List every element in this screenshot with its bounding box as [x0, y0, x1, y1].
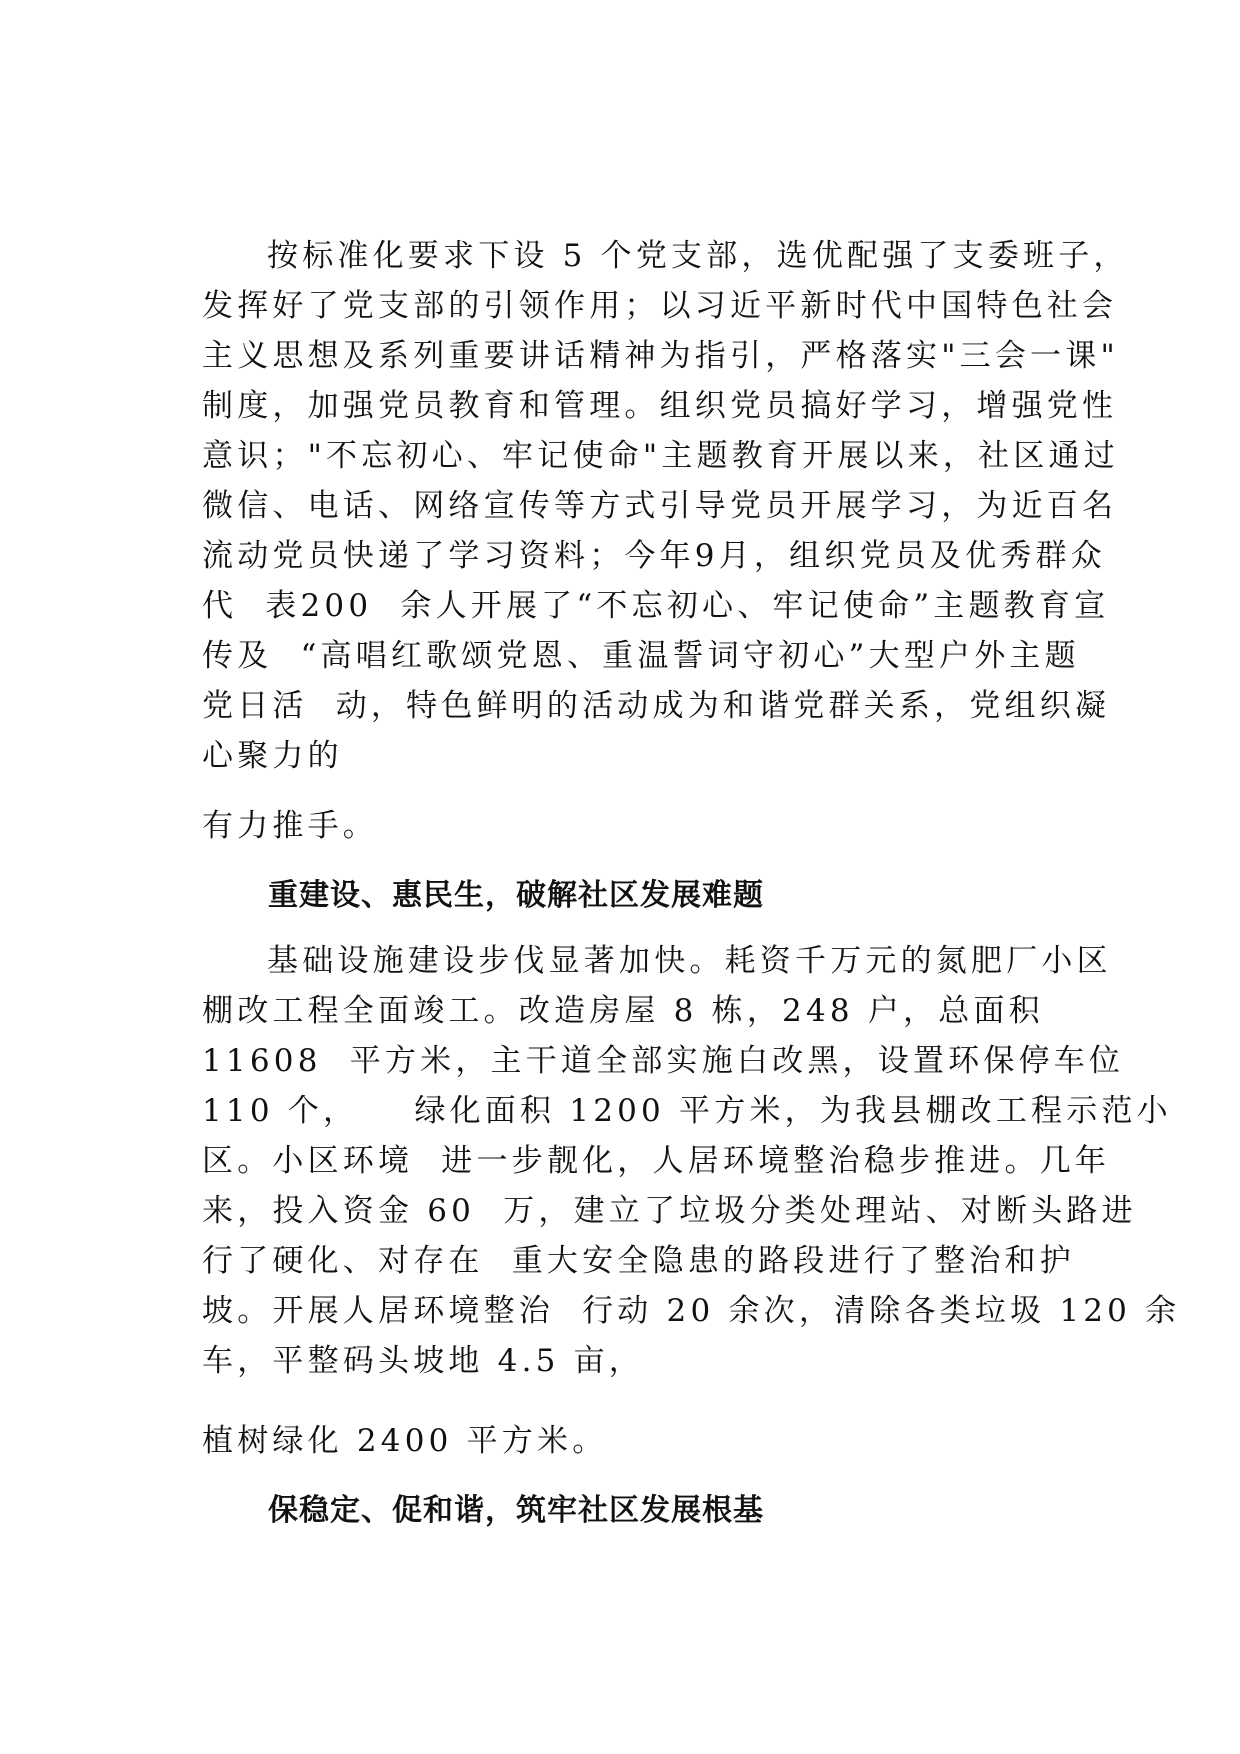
paragraph-1-line: 微信、电话、网络宣传等方式引导党员开展学习，为近百名: [202, 488, 1118, 524]
paragraph-1-line: 主义思想及系列重要讲话精神为指引，严格落实"三会一课": [202, 338, 1119, 374]
paragraph-1-line: 按标准化要求下设 5 个党支部，选优配强了支委班子，: [267, 238, 1129, 274]
paragraph-1-line: 心聚力的: [202, 738, 343, 774]
paragraph-2-line: 基础设施建设步伐显著加快。耗资千万元的氮肥厂小区: [267, 943, 1112, 979]
paragraph-1-line: 制度，加强党员教育和管理。组织党员搞好学习，增强党性: [202, 388, 1118, 424]
paragraph-2-line: 坡。开展人居环境整治 行动 20 余次，清除各类垃圾 120 余: [202, 1293, 1181, 1329]
section-heading: 保稳定、促和谐，筑牢社区发展根基: [268, 1493, 764, 1528]
paragraph-2-line: 车，平整码头坡地 4.5 亩，: [202, 1343, 645, 1379]
paragraph-1-line: 传及 “高唱红歌颂党恩、重温誓词守初心”大型户外主题: [202, 638, 1080, 674]
paragraph-1-line: 意识；"不忘初心、牢记使命"主题教育开展以来，社区通过: [202, 438, 1119, 474]
paragraph-2-line: 行了硬化、对存在 重大安全隐患的路段进行了整治和护: [202, 1243, 1075, 1279]
paragraph-1-line: 党日活 动，特色鲜明的活动成为和谐党群关系，党组织凝: [202, 688, 1111, 724]
paragraph-2-line: 棚改工程全面竣工。改造房屋 8 栋，248 户，总面积: [202, 993, 1044, 1029]
section-heading: 重建设、惠民生，破解社区发展难题: [268, 878, 764, 913]
paragraph-1-line: 发挥好了党支部的引领作用；以习近平新时代中国特色社会: [202, 288, 1118, 324]
paragraph-2-line: 区。小区环境 进一步靓化，人居环境整治稳步推进。几年: [202, 1143, 1111, 1179]
paragraph-2-line: 110 个， 绿化面积 1200 平方米，为我县棚改工程示范小: [202, 1093, 1172, 1129]
paragraph-1-line: 代 表200 余人开展了“不忘初心、牢记使命”主题教育宣: [202, 588, 1110, 624]
paragraph-2-tail: 植树绿化 2400 平方米。: [202, 1423, 608, 1459]
paragraph-1-line: 流动党员快递了学习资料；今年9月，组织党员及优秀群众: [202, 538, 1106, 574]
paragraph-2-line: 来，投入资金 60 万，建立了垃圾分类处理站、对断头路进: [202, 1193, 1137, 1229]
paragraph-1-tail: 有力推手。: [202, 808, 378, 844]
paragraph-2-line: 11608 平方米，主干道全部实施白改黑，设置环保停车位: [202, 1043, 1125, 1079]
